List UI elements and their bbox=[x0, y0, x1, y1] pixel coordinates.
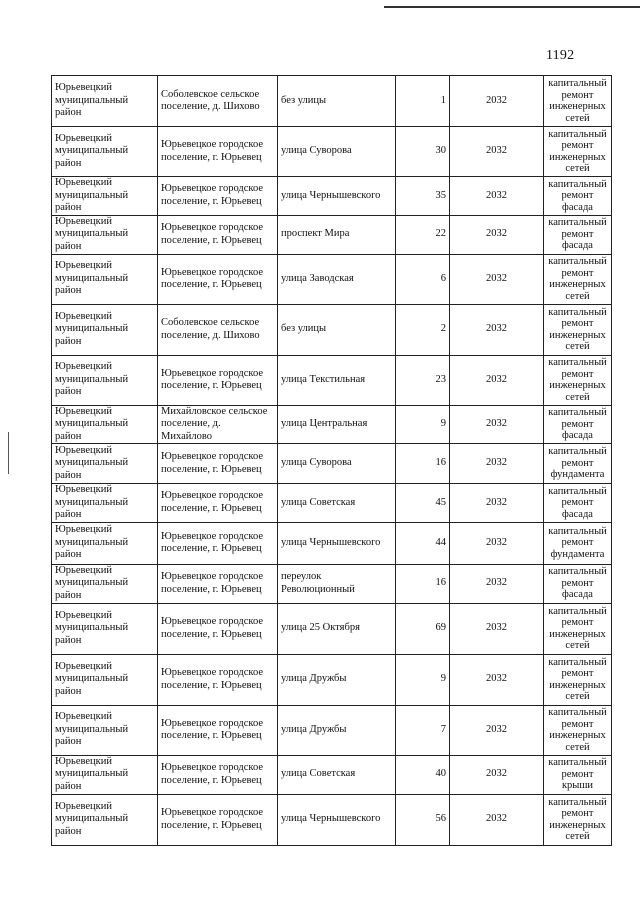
settlement-cell: Михайловское сельское поселение, д. Михайлово bbox=[158, 405, 278, 444]
top-rule bbox=[384, 6, 640, 8]
street-cell: улица Советская bbox=[278, 484, 396, 523]
settlement-cell: Соболевское сельское поселение, д. Шихово bbox=[158, 304, 278, 355]
settlement-cell: Юрьевецкое городское поселение, г. Юрьевец bbox=[158, 444, 278, 484]
house-number-cell: 6 bbox=[396, 254, 450, 304]
street-cell: улица Чернышевского bbox=[278, 794, 396, 845]
street-cell: без улицы bbox=[278, 76, 396, 127]
work-type-cell: капитальный ремонт фасада bbox=[544, 215, 612, 254]
year-cell: 2032 bbox=[450, 564, 544, 603]
year-cell: 2032 bbox=[450, 355, 544, 405]
district-cell: Юрьевецкий муниципальный район bbox=[52, 215, 158, 254]
year-cell: 2032 bbox=[450, 603, 544, 654]
settlement-cell: Соболевское сельское поселение, д. Шихово bbox=[158, 76, 278, 127]
district-cell: Юрьевецкий муниципальный район bbox=[52, 254, 158, 304]
street-cell: проспект Мира bbox=[278, 215, 396, 254]
work-type-cell: капитальный ремонт инженерных сетей bbox=[544, 355, 612, 405]
house-number-cell: 40 bbox=[396, 755, 450, 794]
table-row bbox=[52, 127, 612, 177]
district-cell: Юрьевецкий муниципальный район bbox=[52, 304, 158, 355]
table-row bbox=[52, 215, 612, 254]
house-number-cell: 69 bbox=[396, 603, 450, 654]
work-type-cell: капитальный ремонт фасада bbox=[544, 484, 612, 523]
work-type-cell: капитальный ремонт фасада bbox=[544, 177, 612, 216]
house-number-cell: 9 bbox=[396, 405, 450, 444]
district-cell: Юрьевецкий муниципальный район bbox=[52, 564, 158, 603]
district-cell: Юрьевецкий муниципальный район bbox=[52, 444, 158, 484]
district-cell: Юрьевецкий муниципальный район bbox=[52, 127, 158, 177]
work-type-cell: капитальный ремонт инженерных сетей bbox=[544, 76, 612, 127]
district-cell: Юрьевецкий муниципальный район bbox=[52, 755, 158, 794]
year-cell: 2032 bbox=[450, 127, 544, 177]
settlement-cell: Юрьевецкое городское поселение, г. Юрьевец bbox=[158, 654, 278, 705]
street-cell: улица Суворова bbox=[278, 444, 396, 484]
work-type-cell: капитальный ремонт крыши bbox=[544, 755, 612, 794]
table-row bbox=[52, 564, 612, 603]
street-cell: улица Чернышевского bbox=[278, 522, 396, 564]
street-cell: улица Дружбы bbox=[278, 654, 396, 705]
year-cell: 2032 bbox=[450, 654, 544, 705]
district-cell: Юрьевецкий муниципальный район bbox=[52, 405, 158, 444]
street-cell: улица Заводская bbox=[278, 254, 396, 304]
settlement-cell: Юрьевецкое городское поселение, г. Юрьевец bbox=[158, 794, 278, 845]
work-type-cell: капитальный ремонт инженерных сетей bbox=[544, 705, 612, 755]
house-number-cell: 35 bbox=[396, 177, 450, 216]
street-cell: улица Дружбы bbox=[278, 705, 396, 755]
district-cell: Юрьевецкий муниципальный район bbox=[52, 654, 158, 705]
settlement-cell: Юрьевецкое городское поселение, г. Юрьевец bbox=[158, 254, 278, 304]
table-row bbox=[52, 603, 612, 654]
district-cell: Юрьевецкий муниципальный район bbox=[52, 794, 158, 845]
work-type-cell: капитальный ремонт инженерных сетей bbox=[544, 254, 612, 304]
year-cell: 2032 bbox=[450, 705, 544, 755]
work-type-cell: капитальный ремонт инженерных сетей bbox=[544, 304, 612, 355]
table-row bbox=[52, 705, 612, 755]
work-type-cell: капитальный ремонт инженерных сетей bbox=[544, 794, 612, 845]
settlement-cell: Юрьевецкое городское поселение, г. Юрьевец bbox=[158, 215, 278, 254]
work-type-cell: капитальный ремонт инженерных сетей bbox=[544, 603, 612, 654]
table-row bbox=[52, 177, 612, 216]
house-number-cell: 56 bbox=[396, 794, 450, 845]
house-number-cell: 7 bbox=[396, 705, 450, 755]
district-cell: Юрьевецкий муниципальный район bbox=[52, 484, 158, 523]
table-row bbox=[52, 254, 612, 304]
street-cell: улица Суворова bbox=[278, 127, 396, 177]
street-cell: без улицы bbox=[278, 304, 396, 355]
table-row bbox=[52, 654, 612, 705]
year-cell: 2032 bbox=[450, 405, 544, 444]
house-number-cell: 16 bbox=[396, 564, 450, 603]
year-cell: 2032 bbox=[450, 444, 544, 484]
work-type-cell: капитальный ремонт инженерных сетей bbox=[544, 127, 612, 177]
work-type-cell: капитальный ремонт фундамента bbox=[544, 444, 612, 484]
settlement-cell: Юрьевецкое городское поселение, г. Юрьевец bbox=[158, 355, 278, 405]
street-cell: переулок Революционный bbox=[278, 564, 396, 603]
settlement-cell: Юрьевецкое городское поселение, г. Юрьевец bbox=[158, 522, 278, 564]
year-cell: 2032 bbox=[450, 484, 544, 523]
year-cell: 2032 bbox=[450, 177, 544, 216]
table-row bbox=[52, 405, 612, 444]
house-number-cell: 16 bbox=[396, 444, 450, 484]
page-number: 1192 bbox=[546, 48, 575, 63]
table-row bbox=[52, 355, 612, 405]
work-type-cell: капитальный ремонт инженерных сетей bbox=[544, 654, 612, 705]
street-cell: улица Текстильная bbox=[278, 355, 396, 405]
district-cell: Юрьевецкий муниципальный район bbox=[52, 522, 158, 564]
house-number-cell: 22 bbox=[396, 215, 450, 254]
table-row bbox=[52, 304, 612, 355]
year-cell: 2032 bbox=[450, 794, 544, 845]
street-cell: улица Советская bbox=[278, 755, 396, 794]
table-row bbox=[52, 794, 612, 845]
settlement-cell: Юрьевецкое городское поселение, г. Юрьевец bbox=[158, 603, 278, 654]
settlement-cell: Юрьевецкое городское поселение, г. Юрьевец bbox=[158, 755, 278, 794]
settlement-cell: Юрьевецкое городское поселение, г. Юрьевец bbox=[158, 705, 278, 755]
table-row bbox=[52, 522, 612, 564]
district-cell: Юрьевецкий муниципальный район bbox=[52, 76, 158, 127]
table-row bbox=[52, 755, 612, 794]
house-number-cell: 2 bbox=[396, 304, 450, 355]
settlement-cell: Юрьевецкое городское поселение, г. Юрьевец bbox=[158, 484, 278, 523]
house-number-cell: 45 bbox=[396, 484, 450, 523]
district-cell: Юрьевецкий муниципальный район bbox=[52, 603, 158, 654]
table-row bbox=[52, 444, 612, 484]
settlement-cell: Юрьевецкое городское поселение, г. Юрьевец bbox=[158, 177, 278, 216]
year-cell: 2032 bbox=[450, 304, 544, 355]
settlement-cell: Юрьевецкое городское поселение, г. Юрьевец bbox=[158, 564, 278, 603]
district-cell: Юрьевецкий муниципальный район bbox=[52, 177, 158, 216]
house-number-cell: 23 bbox=[396, 355, 450, 405]
table-row bbox=[52, 484, 612, 523]
work-type-cell: капитальный ремонт фундамента bbox=[544, 522, 612, 564]
house-number-cell: 1 bbox=[396, 76, 450, 127]
street-cell: улица Центральная bbox=[278, 405, 396, 444]
year-cell: 2032 bbox=[450, 755, 544, 794]
house-number-cell: 9 bbox=[396, 654, 450, 705]
settlement-cell: Юрьевецкое городское поселение, г. Юрьевец bbox=[158, 127, 278, 177]
street-cell: улица Чернышевского bbox=[278, 177, 396, 216]
registry-table bbox=[51, 75, 612, 846]
work-type-cell: капитальный ремонт фасада bbox=[544, 405, 612, 444]
year-cell: 2032 bbox=[450, 76, 544, 127]
margin-mark bbox=[8, 432, 9, 474]
year-cell: 2032 bbox=[450, 522, 544, 564]
district-cell: Юрьевецкий муниципальный район bbox=[52, 705, 158, 755]
year-cell: 2032 bbox=[450, 215, 544, 254]
district-cell: Юрьевецкий муниципальный район bbox=[52, 355, 158, 405]
table-row bbox=[52, 76, 612, 127]
house-number-cell: 44 bbox=[396, 522, 450, 564]
house-number-cell: 30 bbox=[396, 127, 450, 177]
street-cell: улица 25 Октября bbox=[278, 603, 396, 654]
year-cell: 2032 bbox=[450, 254, 544, 304]
work-type-cell: капитальный ремонт фасада bbox=[544, 564, 612, 603]
